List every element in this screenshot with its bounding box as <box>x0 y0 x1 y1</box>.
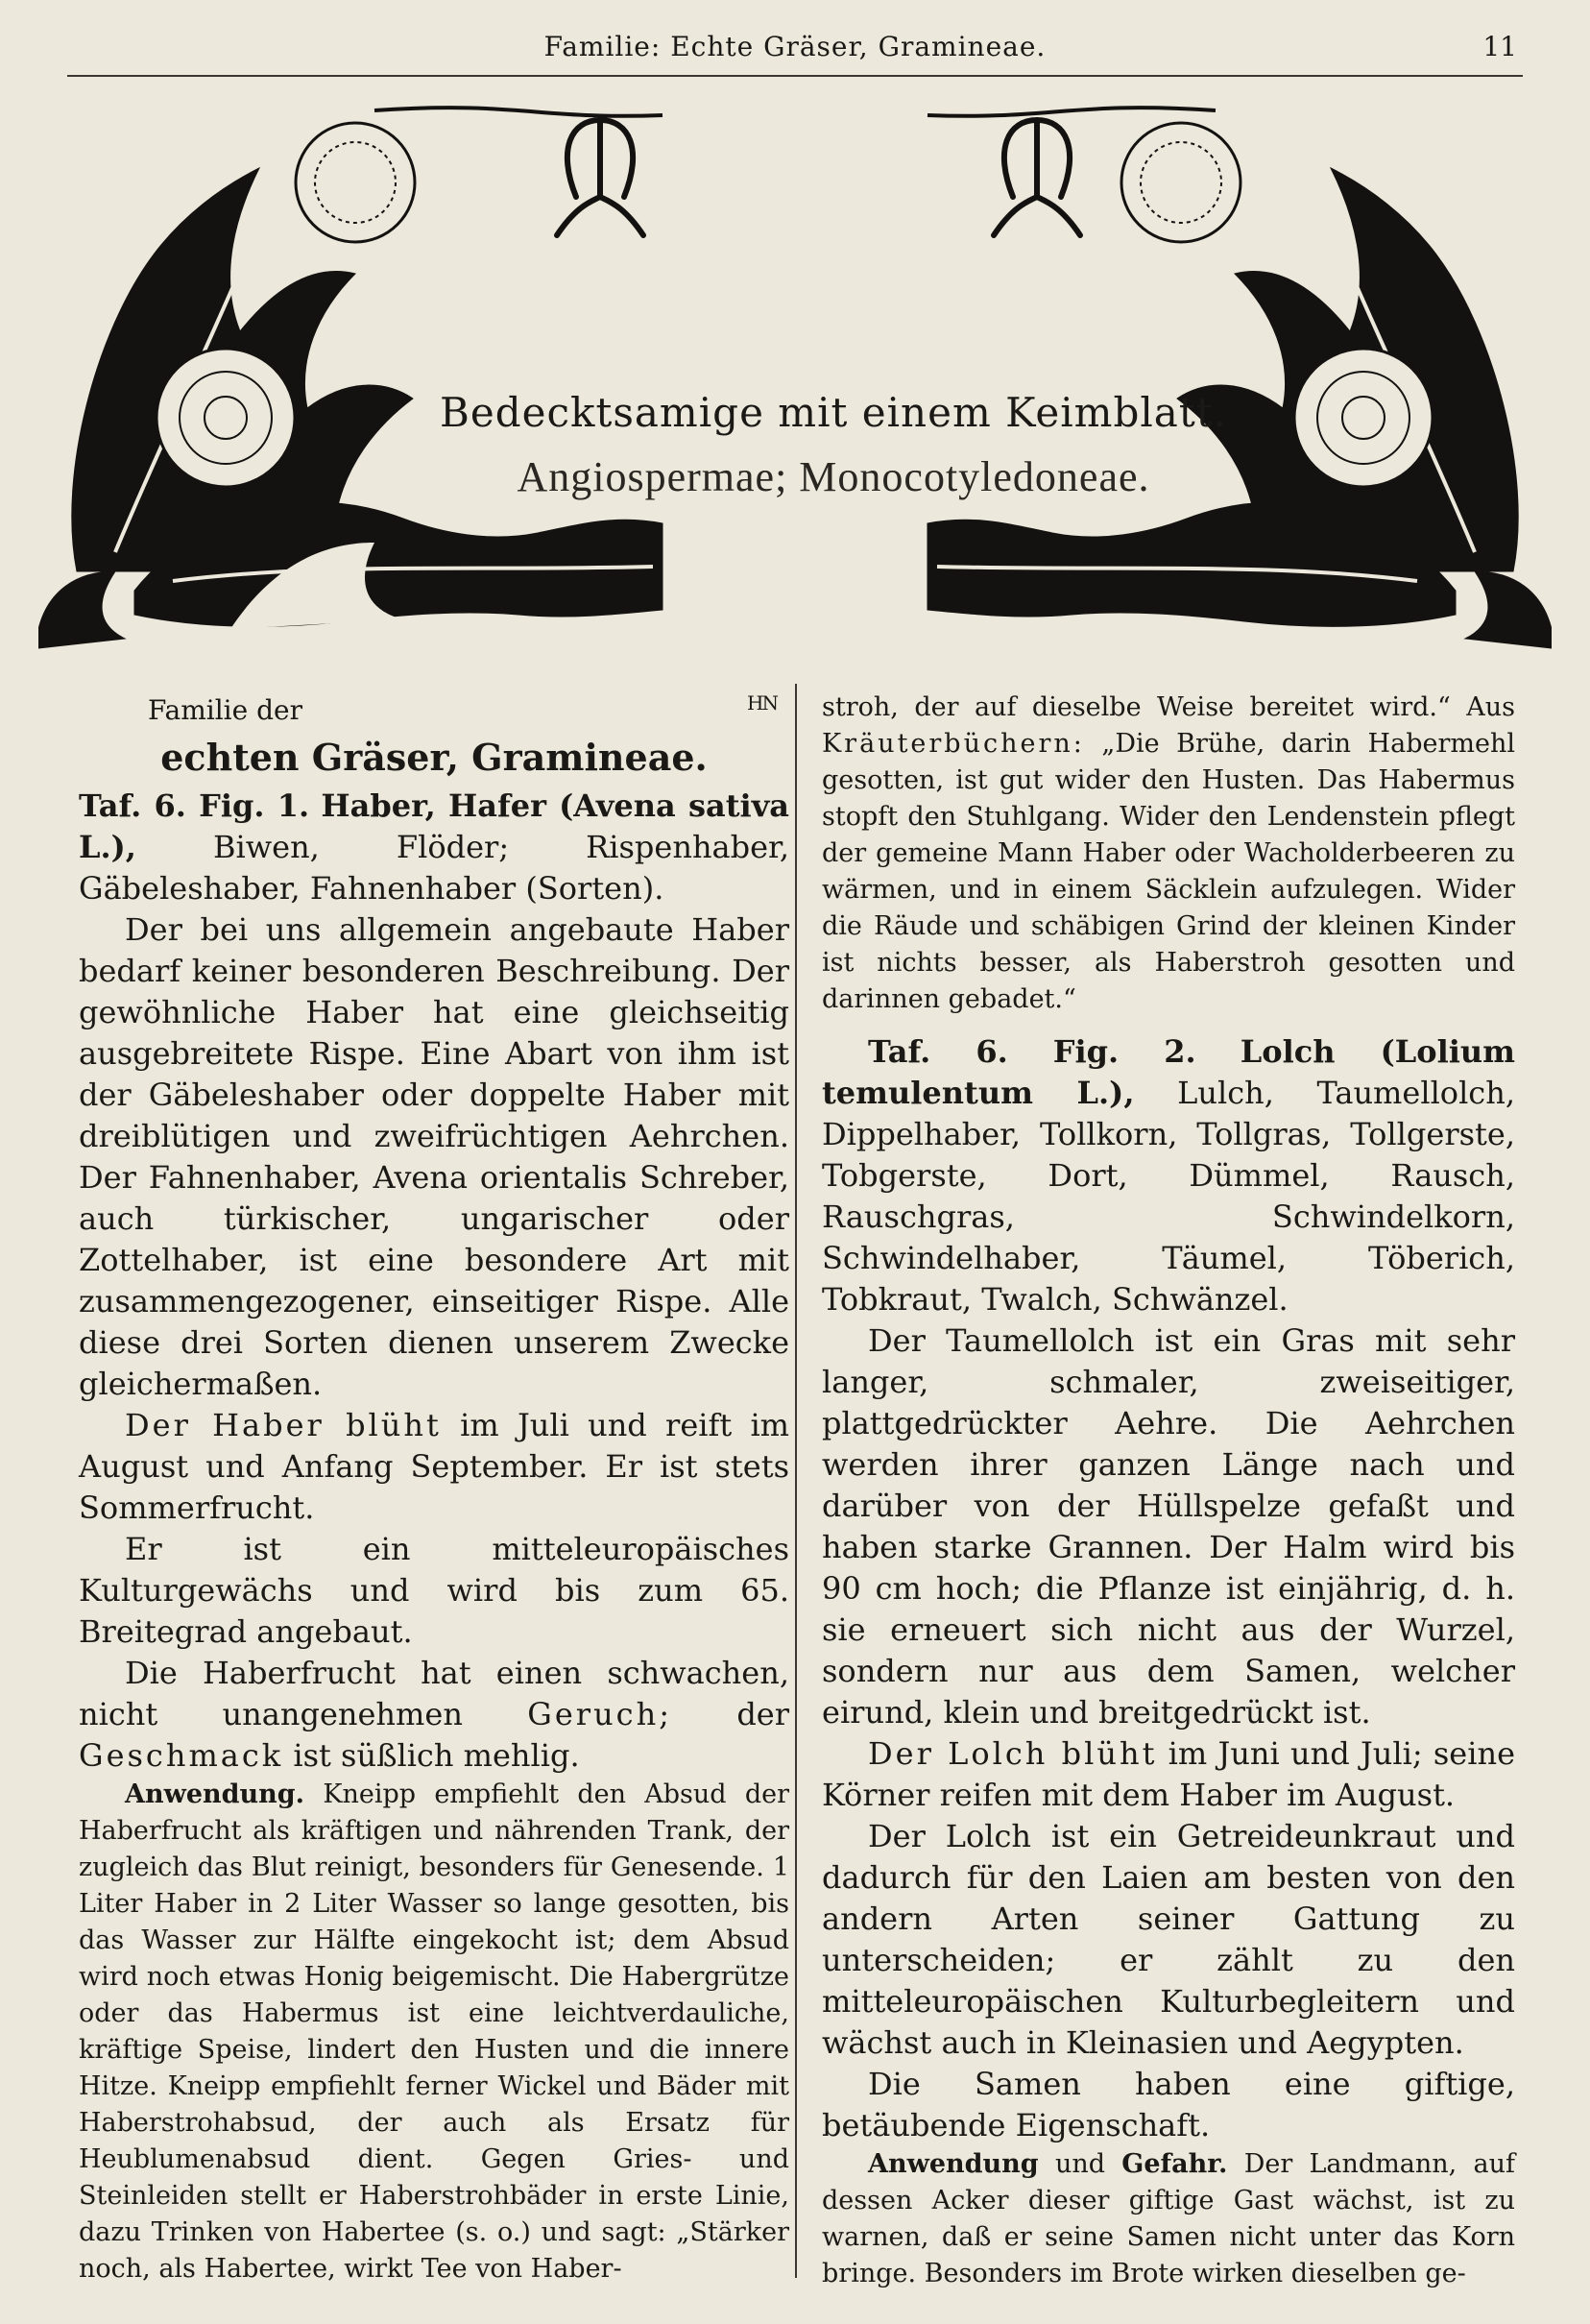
column-divider <box>795 684 797 2278</box>
left-column <box>79 690 789 2288</box>
paragraph <box>79 1653 789 1777</box>
paragraph <box>822 1733 1515 1816</box>
usage-label: Anwendung. <box>125 1779 305 1809</box>
paragraph-text: im Juli und reift im August und Anfang September. Er ist stets Sommerfrucht. <box>79 1407 790 1526</box>
usage-text: Kneipp empfiehlt den Absud der Haberfrucht als kräftigen und nährenden Trank, der zugleich das Blut reinigt, besonders für Genesende. 1 Liter Haber in 2 Liter Wasser so lange gesotten, bis das Wasser zur Hälfte eingekocht ist; dem Absud wird noch etwas Honig beigemischt. Die Habergrütze oder das Habermus ist eine leichtverdauliche, kräftige Speise, lindert den Husten und die innere Hitze. Kneipp empfiehlt ferner Wickel und Bäder mit Haberstrohabsud, der auch als Ersatz für Heublumenabsud dient. Gegen Gries- und Steinleiden stellt er Haberstrohbäder in erste Linie, dazu Trinken von Habertee (s. o.) und sagt: „Stärker noch, als Habertee, wirkt Tee von Haber- <box>79 1779 789 2284</box>
running-title: Familie: Echte Gräser, Gramineae. <box>543 31 1047 62</box>
ornament-title: Bedecktsamige mit einem Keimblatt. <box>440 389 1227 436</box>
running-header <box>67 27 1523 77</box>
plate-reference: Taf. 6. Fig. 2. <box>868 1033 1196 1070</box>
spaced-text: Geruch; <box>527 1696 672 1732</box>
species-synonyms: Biwen, Flöder; Rispenhaber, Gäbeleshaber, Fahnenhaber (Sorten). <box>79 829 790 907</box>
family-name: echten Gräser, Gramineae. <box>160 736 708 779</box>
dandelion-illustration <box>38 91 1552 658</box>
spaced-text: Geschmack <box>79 1737 284 1774</box>
spaced-text: Der Lolch blüht <box>868 1735 1158 1772</box>
page-number: 11 <box>1482 31 1517 62</box>
entry-heading-lolium <box>822 1031 1515 1320</box>
paragraph: Der Lolch ist ein Getreideunkraut und dadurch für den Laien am besten von den andern Arten seiner Gattung zu unterscheiden; er zählt zu den mitteleuropäischen Kulturbegleitern und wächst auch in Kleinasien und Aegypten. <box>822 1818 1515 2061</box>
artist-monogram: HN <box>747 691 777 714</box>
paragraph-text: im Juni und Juli; seine Körner reifen mit dem Haber im August. <box>822 1735 1515 1813</box>
species-synonyms: Lulch, Taumellolch, Dippelhaber, Tollkorn, Tollgras, Tollgerste, Tobgerste, Dort, Dümmel, Rausch, Rauschgras, Schwindelkorn, Schwindelhaber, Täumel, Töberich, Tobkraut, Twalch, Schwänzel. <box>822 1075 1516 1318</box>
paragraph-text: „Die Brühe, darin Habermehl gesotten, ist gut wider den Husten. Das Habermus stopft den Stuhlgang. Wider den Lendenstein pflegt der gemeine Mann Haber oder Wacholderbeeren zu wärmen, und in einem Säcklein aufzulegen. Wider die Räude und schäbigen Grind der kleinen Kinder ist nichts besser, als Haberstroh gesotten und darinnen gebadet.“ <box>822 729 1515 1014</box>
paragraph <box>79 1405 789 1529</box>
paragraph: Der Taumellolch ist ein Gras mit sehr langer, schmaler, zweiseitiger, plattgedrückter Aehre. Die Aehrchen werden ihrer ganzen Länge nach und darüber von der Hüllspelze gefaßt und haben starke Grannen. Der Halm wird bis 90 cm hoch; die Pflanze ist einjährig, d. h. sie erneuert sich nicht aus der Wurzel, sondern nur aus dem Samen, welcher eirund, klein und breitgedrückt ist. <box>822 1322 1515 1731</box>
paragraph-text: stroh, der auf dieselbe Weise bereitet wird.“ Aus <box>822 692 1515 722</box>
plate-reference: Taf. 6. Fig. 1. <box>79 787 310 824</box>
right-column <box>822 690 1515 2292</box>
spaced-text: Der Haber blüht <box>125 1407 442 1443</box>
paragraph-text: Die Haberfrucht hat einen schwachen, nicht unangenehmen <box>79 1655 789 1732</box>
ornament-subtitle: Angiospermae; Monocotyledoneae. <box>517 453 1150 500</box>
entry-heading-avena <box>79 786 789 909</box>
usage-paragraph <box>822 2146 1515 2292</box>
continuation-paragraph <box>822 690 1515 1018</box>
spaced-text: Kräuterbüchern: <box>822 729 1085 759</box>
paragraph: Der bei uns allgemein angebaute Haber bedarf keiner besonderen Beschreibung. Der gewöhnliche Haber hat eine gleichseitig ausgebreitete Rispe. Eine Abart von ihm ist der Gäbeleshaber oder doppelte Haber mit dreiblütigen und zweifrüchtigen Aehrchen. Der Fahnenhaber, Avena orientalis Schreber, auch türkischer, ungarischer oder Zottelhaber, ist eine besondere Art mit zusammengezogener, einseitiger Rispe. Alle diese drei Sorten dienen unserem Zwecke gleichermaßen. <box>79 911 789 1402</box>
species-name: Haber, Hafer (Avena sativa L.), <box>79 787 790 865</box>
paragraph-text: der <box>736 1696 790 1732</box>
usage-text: Der Landmann, auf dessen Acker dieser giftige Gast wächst, ist zu warnen, daß er seine Samen nicht unter das Korn bringe. Besonders im Brote wirken dieselben ge- <box>822 2149 1515 2288</box>
paragraph: Die Samen haben eine giftige, betäubende Eigenschaft. <box>822 2066 1515 2143</box>
usage-paragraph <box>79 1777 789 2288</box>
usage-label-conj: und <box>1054 2149 1105 2179</box>
paragraph-text: ist süßlich mehlig. <box>293 1737 580 1774</box>
usage-label: Gefahr. <box>1121 2149 1228 2179</box>
species-name: Lolch (Lolium temulentum L.), <box>822 1033 1516 1111</box>
family-label: Familie der <box>148 694 302 726</box>
paragraph: Er ist ein mitteleuropäisches Kulturgewächs und wird bis zum 65. Breitegrad angebaut. <box>79 1531 789 1650</box>
usage-label: Anwendung <box>868 2149 1039 2179</box>
